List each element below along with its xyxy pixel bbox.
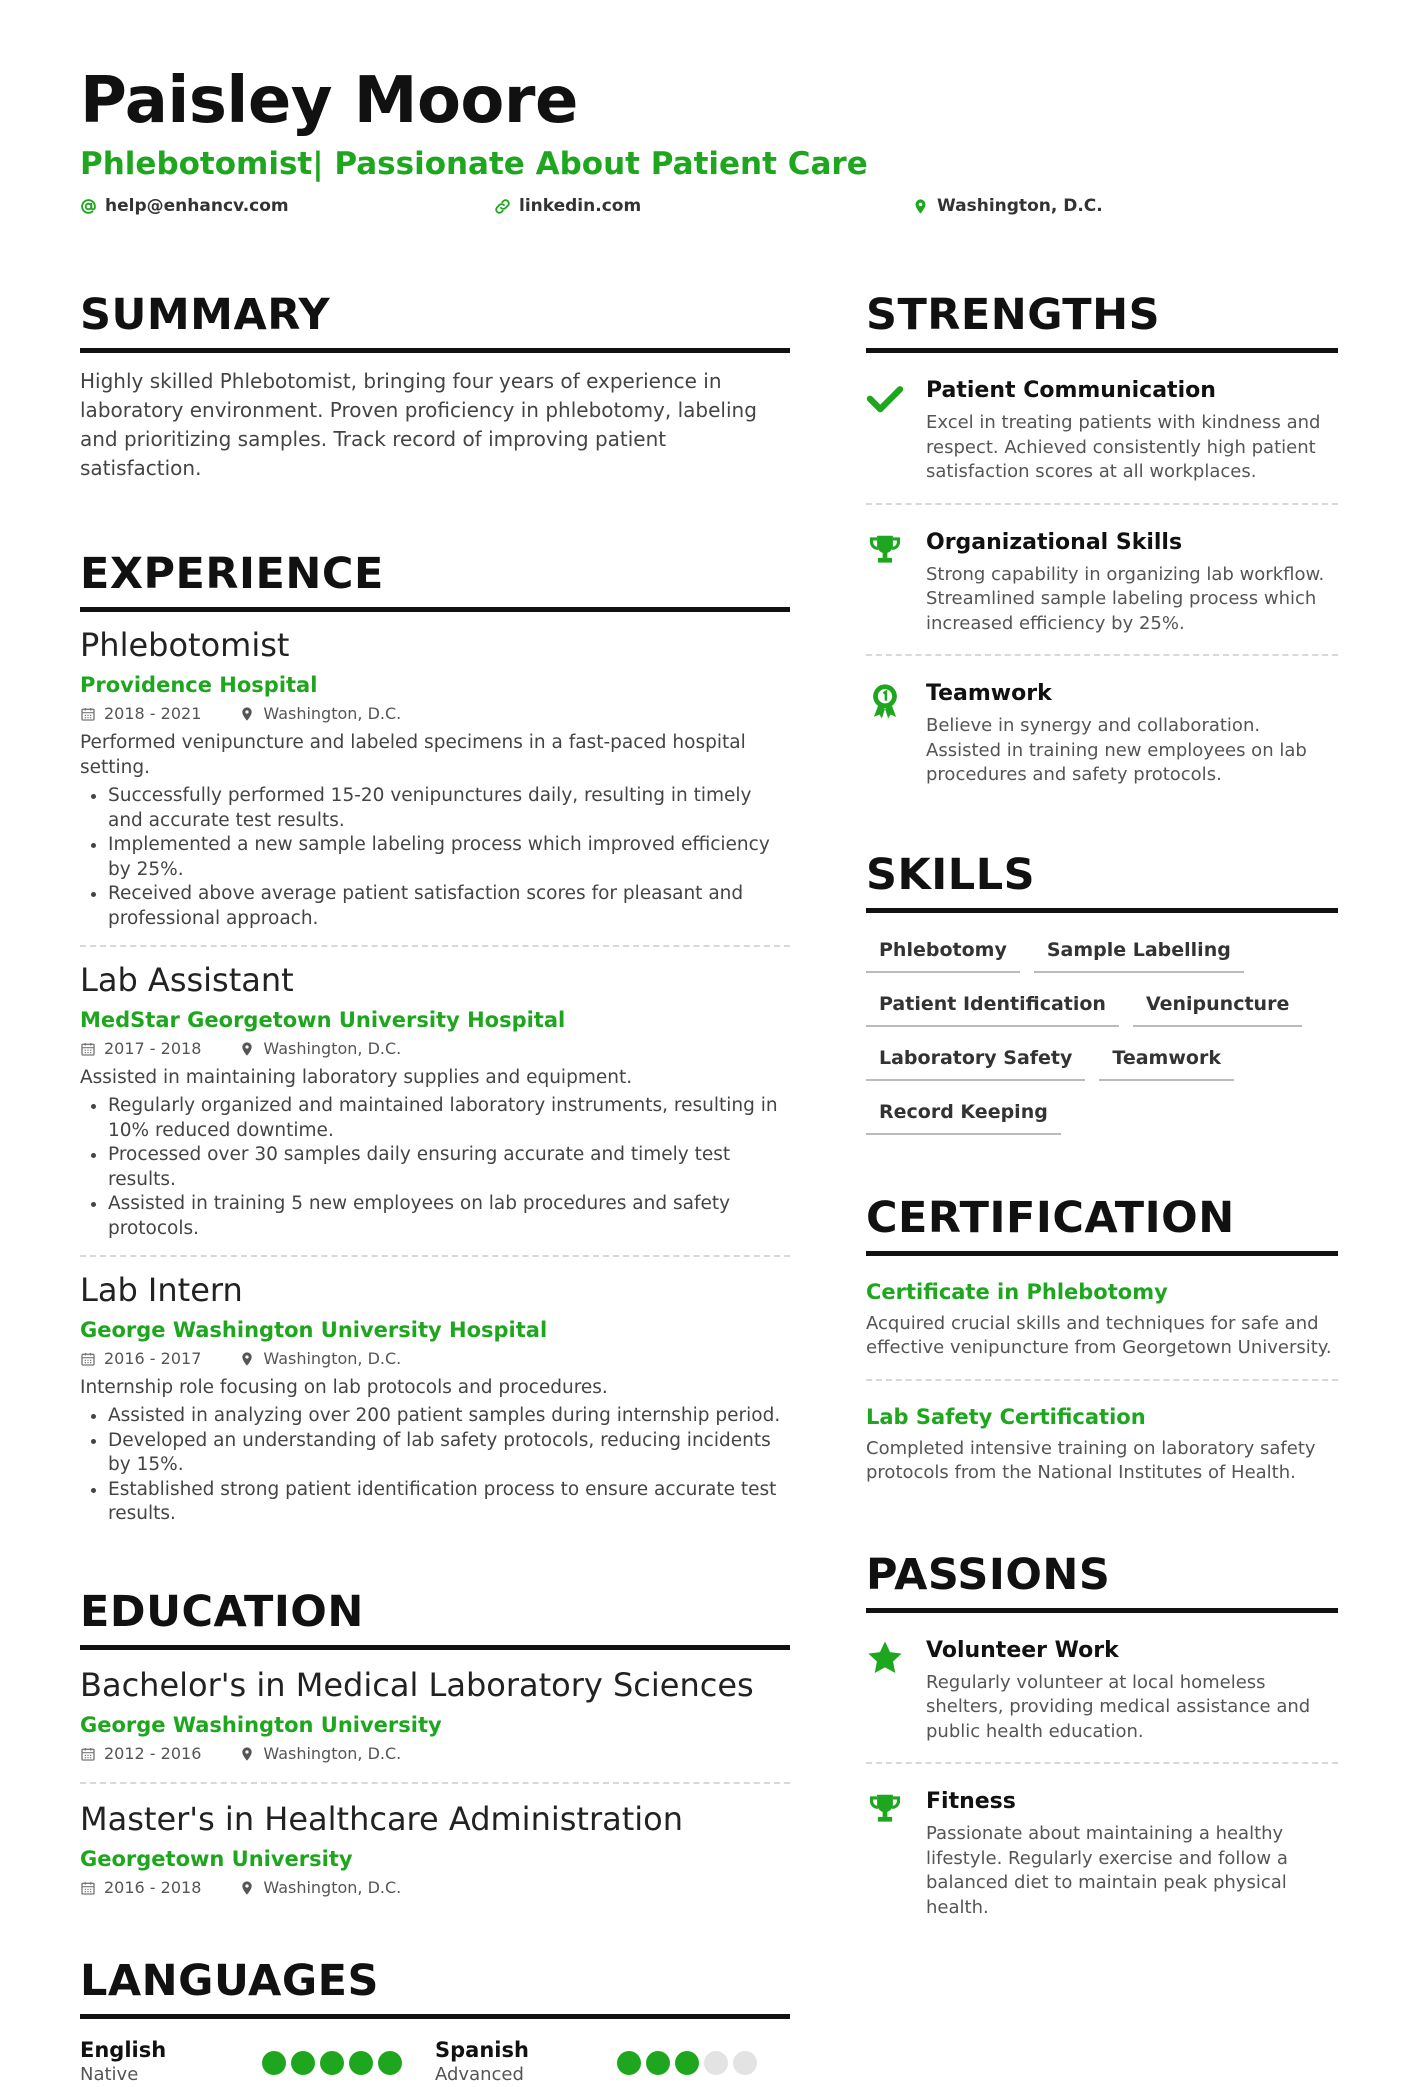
language-item [80,2037,435,2087]
experience-section [80,549,790,1541]
job-title: Phlebotomist [80,626,290,664]
passion-title: Fitness [926,1789,1016,1814]
job-dates: 2017 - 2018 [104,1039,202,1058]
skill-tag: Record Keeping [866,1095,1061,1135]
language-item [435,2037,790,2087]
passion-description: Regularly volunteer at local homeless shelters, providing medical assistance and public health education. [926,1671,1311,1742]
passion-item [866,1764,1338,1938]
language-rating [262,2051,402,2075]
star-icon [866,1639,904,1677]
map-pin-icon [239,1880,255,1896]
rating-dot-filled [349,2051,373,2075]
contact-email[interactable] [80,196,289,216]
passion-item [866,1613,1338,1765]
education-dates: 2016 - 2018 [104,1877,202,1897]
contact-location-text: Washington, D.C. [937,196,1103,216]
degree-title: Master's in Healthcare Administration [80,1799,684,1838]
passions-heading: PASSIONS [866,1550,1338,1613]
education-meta [80,1876,790,1900]
job-dates: 2016 - 2017 [104,1349,202,1368]
language-name: Spanish [435,2037,529,2062]
skill-tag: Phlebotomy [866,933,1020,973]
contact-email-text: help@enhancv.com [105,196,289,216]
job-bullet: • Developed an understanding of lab safety protocols, reducing incidents by 15%. [108,1429,790,1478]
right-column [866,290,1338,1938]
contact-location [912,196,1103,216]
job-title: Lab Intern [80,1271,243,1309]
strengths-heading: STRENGTHS [866,290,1338,353]
rating-dot-empty [733,2051,757,2075]
experience-heading: EXPERIENCE [80,549,790,612]
calendar-icon [80,1041,96,1057]
company-name: George Washington University Hospital [80,1318,548,1342]
school-name: George Washington University [80,1712,442,1737]
language-name: English [80,2037,167,2062]
languages-list [80,2037,790,2087]
skills-section [866,850,1338,1135]
rating-dot-filled [675,2051,699,2075]
job-bullet: • Regularly organized and maintained laboratory instruments, resulting in 10% reduced downtime. [108,1094,790,1143]
company-name: MedStar Georgetown University Hospital [80,1008,566,1032]
strengths-section [866,290,1338,806]
map-pin-icon [239,1351,255,1367]
certification-description: Completed intensive training on laboratory safety protocols from the National Institutes of Health. [866,1437,1316,1483]
company-name: Providence Hospital [80,673,318,697]
rating-dot-filled [262,2051,286,2075]
experience-item [80,1257,790,1541]
job-description: Performed venipuncture and labeled specimens in a fast-paced hospital setting. [80,732,746,778]
languages-section [80,1956,790,2087]
left-column [80,290,790,2087]
calendar-icon [80,1746,96,1762]
strength-item [866,353,1338,505]
job-bullet: • Received above average patient satisfaction scores for pleasant and professional approach. [108,882,790,931]
calendar-icon [80,1880,96,1896]
certification-item [866,1256,1338,1381]
passions-section [866,1550,1338,1939]
job-bullet: • Assisted in training 5 new employees on lab procedures and safety protocols. [108,1192,790,1241]
award-medal-icon [866,682,904,720]
trophy-icon [866,1790,904,1828]
passion-title: Volunteer Work [926,1637,1119,1663]
education-dates: 2012 - 2016 [104,1743,202,1763]
job-description: Internship role focusing on lab protocols and procedures. [80,1377,608,1398]
certification-heading: CERTIFICATION [866,1193,1338,1256]
education-section [80,1587,790,1916]
job-bullets [80,784,790,931]
summary-section [80,290,790,483]
job-bullets [80,1094,790,1241]
education-location: Washington, D.C. [263,1743,402,1763]
certification-title: Lab Safety Certification [866,1404,1146,1429]
job-bullet: • Implemented a new sample labeling process which improved efficiency by 25%. [108,833,790,882]
job-bullets [80,1404,790,1527]
certification-item [866,1381,1338,1504]
job-description: Assisted in maintaining laboratory supplies and equipment. [80,1067,633,1088]
skill-tag: Laboratory Safety [866,1041,1085,1081]
languages-heading: LANGUAGES [80,1956,790,2019]
map-pin-icon [239,1041,255,1057]
experience-item [80,612,790,947]
strength-item [866,656,1338,806]
calendar-icon [80,1351,96,1367]
skill-tag: Patient Identification [866,987,1119,1027]
education-heading: EDUCATION [80,1587,790,1650]
rating-dot-filled [291,2051,315,2075]
map-pin-icon [239,1746,255,1762]
rating-dot-filled [320,2051,344,2075]
calendar-icon [80,706,96,722]
strength-title: Patient Communication [926,378,1216,403]
experience-item [80,947,790,1257]
rating-dot-filled [617,2051,641,2075]
job-location: Washington, D.C. [263,704,402,723]
strength-title: Teamwork [926,681,1052,706]
candidate-tagline: Phlebotomist| Passionate About Patient Care [80,146,868,182]
language-level: Native [80,2063,139,2085]
rating-dot-filled [646,2051,670,2075]
rating-dot-filled [378,2051,402,2075]
education-meta [80,1742,790,1766]
summary-text: Highly skilled Phlebotomist, bringing four years of experience in laboratory environment. Proven proficiency in phlebotomy, labeling and prioritizing samples. Track record of improving patient satisfaction. [80,369,757,480]
strength-description: Believe in synergy and collaboration. Assisted in training new employees on lab procedures and safety protocols. [926,715,1307,785]
link-icon [494,198,511,215]
contact-linkedin[interactable] [494,196,641,216]
language-level: Advanced [435,2063,524,2085]
map-pin-icon [912,198,929,215]
job-location: Washington, D.C. [263,1039,402,1058]
school-name: Georgetown University [80,1846,353,1871]
skill-tag: Sample Labelling [1034,933,1244,973]
degree-title: Bachelor's in Medical Laboratory Sciences [80,1665,754,1704]
job-meta [80,1037,790,1061]
certification-title: Certificate in Phlebotomy [866,1279,1168,1304]
certification-section [866,1193,1338,1504]
skills-heading: SKILLS [866,850,1338,913]
strength-description: Strong capability in organizing lab workflow. Streamlined sample labeling process which increased efficiency by 25%. [926,563,1325,634]
job-location: Washington, D.C. [263,1349,402,1368]
map-pin-icon [239,706,255,722]
passion-description: Passionate about maintaining a healthy lifestyle. Regularly exercise and follow a balanced diet to maintain peak physical health. [926,1823,1288,1918]
job-dates: 2018 - 2021 [104,704,202,723]
contact-linkedin-text: linkedin.com [519,196,642,216]
strength-title: Organizational Skills [926,529,1183,555]
education-item [80,1784,790,1916]
skills-list [866,933,1338,1135]
trophy-icon [866,531,904,569]
education-item [80,1650,790,1784]
skill-tag: Venipuncture [1133,987,1302,1027]
job-bullet: • Processed over 30 samples daily ensuring accurate and timely test results. [108,1143,790,1192]
education-location: Washington, D.C. [263,1877,402,1897]
candidate-name: Paisley Moore [80,64,578,138]
at-sign-icon [80,198,97,215]
summary-heading: SUMMARY [80,290,790,353]
job-meta [80,1347,790,1371]
rating-dot-empty [704,2051,728,2075]
strength-item [866,505,1338,657]
certification-description: Acquired crucial skills and techniques for safe and effective venipuncture from Georgetown University. [866,1312,1332,1358]
skill-tag: Teamwork [1099,1041,1234,1081]
job-meta [80,702,790,726]
check-icon [866,379,904,417]
job-bullet: • Assisted in analyzing over 200 patient samples during internship period. [108,1404,790,1429]
job-title: Lab Assistant [80,961,294,999]
strength-description: Excel in treating patients with kindness and respect. Achieved consistently high patient satisfaction scores at all workplaces. [926,412,1321,482]
job-bullet: • Established strong patient identification process to ensure accurate test results. [108,1478,790,1527]
job-bullet: • Successfully performed 15-20 venipunctures daily, resulting in timely and accurate test results. [108,784,790,833]
language-rating [617,2051,757,2075]
